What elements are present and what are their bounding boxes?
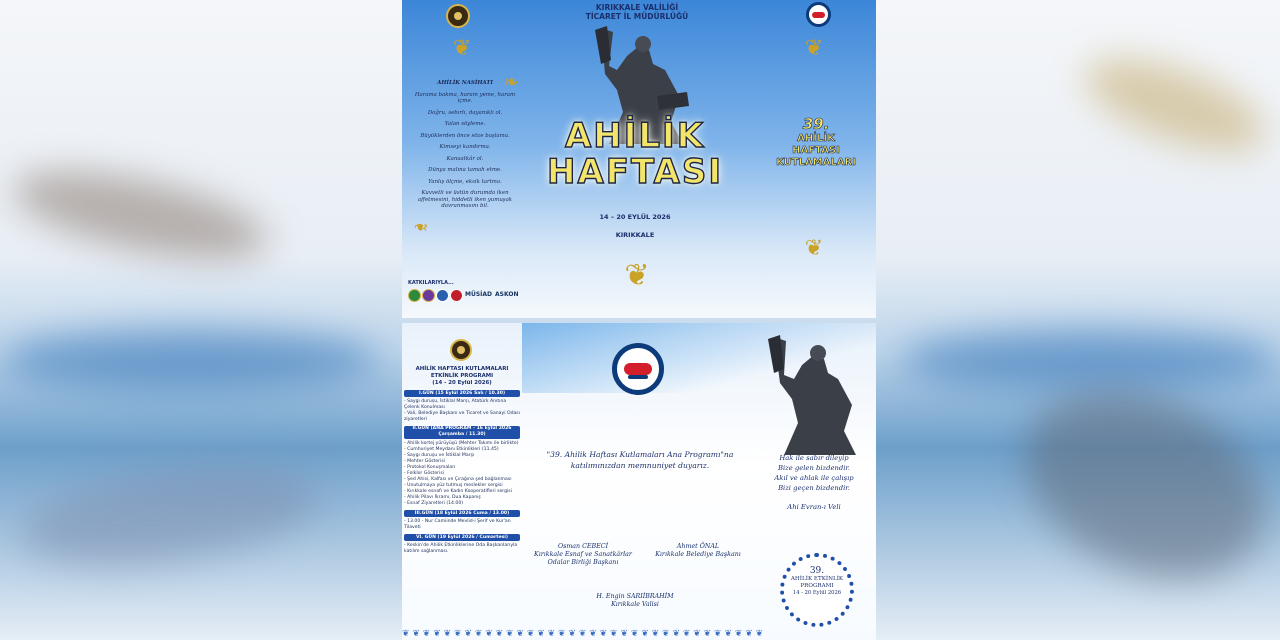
- ahi-quote-line: Bize gelen bizdendir.: [777, 464, 851, 472]
- nasihat-title: AHİLİK NASİHATI: [437, 80, 493, 86]
- badge-line: AHİLİK ETKİNLİK: [790, 576, 844, 582]
- governorate-seal-icon: [806, 2, 831, 27]
- nasihat-line: Yanlış ölçme, eksik tartma.: [428, 178, 502, 185]
- program-item: - Ahilik kortej yürüyüşü (Mehter Takımı ile birlikte): [404, 441, 519, 446]
- event-city: KIRIKKALE: [615, 231, 655, 239]
- background-blur: [0, 330, 380, 390]
- signatory-title: Kırıkkale Esnaf ve Sanatkârlar: [534, 551, 632, 558]
- signatory-name: Osman CEBECİ: [557, 543, 609, 550]
- badge-date: 14 - 20 Eylül 2026: [792, 590, 842, 596]
- main-title-line-2: HAFTASI: [547, 152, 723, 192]
- edition-text-line: AHİLİK: [797, 133, 835, 144]
- signatory-2: [640, 543, 756, 559]
- ahi-quote-line: Bizi geçen bizdendir.: [778, 484, 850, 492]
- governorate-seal-icon: [612, 343, 664, 395]
- program-title-line: AHİLİK HAFTASI KUTLAMALARI: [415, 366, 509, 372]
- signatory-3: [570, 593, 700, 609]
- badge-line: PROGRAMI: [800, 583, 834, 589]
- main-title: [530, 118, 740, 190]
- edition-text-line: HAFTASI: [792, 145, 840, 156]
- program-item: - 13.00 - Nur Camiinde Mevlid-i Şerif ve Kur'an Tilaveti: [404, 519, 511, 530]
- day-header: II.GÜN (ANA PROGRAM - 16 Eylül 2026 Çarșamba / 11.30): [404, 426, 520, 439]
- corner-ornament-icon: ❧: [503, 72, 519, 93]
- ornament-icon: ❦: [624, 258, 650, 293]
- institution-line-2: TİCARET İL MÜDÜRLÜĞÜ: [585, 12, 689, 21]
- program-item: - Protokol Konuşmaları: [404, 465, 456, 470]
- program-item: - Mehter Gösterisi: [404, 459, 446, 464]
- program-item: - Esnaf Ziyaretleri (14.00): [404, 501, 464, 506]
- background-blur: [996, 355, 1280, 615]
- edition-block: [760, 116, 872, 169]
- program-item: - Saygı durușu, İstiklal Marșı, Atatürk Anıtına Çelenk Konulması: [404, 399, 507, 410]
- sponsor-logo-icon: [422, 289, 435, 302]
- sponsor-askon: ASKON: [495, 291, 519, 298]
- bottom-ornament-border: ❦ ❦ ❦ ❦ ❦ ❦ ❦ ❦ ❦ ❦ ❦ ❦ ❦ ❦ ❦ ❦ ❦ ❦ ❦ ❦ ❦ ❦ ❦ ❦ ❦ ❦ ❦ ❦ ❦ ❦ ❦ ❦ ❦ ❦ ❦: [402, 629, 764, 639]
- corner-ornament-icon: ❧: [413, 216, 429, 237]
- ornament-icon: ❦: [804, 236, 824, 261]
- edition-number: 39.: [802, 115, 830, 133]
- ministry-logo-icon: [450, 339, 472, 361]
- day-header: VI. GÜN (19 Eylül 2026 / Cumartesi): [404, 534, 520, 541]
- brochure-cover: [402, 0, 876, 318]
- institution-line-1: KIRIKKALE VALİLİĞİ: [595, 3, 679, 12]
- signatory-title: Odalar Birliği Başkanı: [547, 559, 619, 566]
- nasihat-line: Dünya malına tamah etme.: [428, 167, 502, 173]
- ahi-quote-line: Hak ile sabır dileyip: [779, 454, 849, 462]
- ahi-attribution: Ahi Evran-ı Veli: [787, 503, 841, 511]
- program-item: - Cumhuriyet Meydanı Etkinlikleri (11.45): [404, 447, 499, 452]
- signatory-title: Kırıkkale Valisi: [611, 601, 659, 608]
- signatory-name: H. Engin SARIİBRAHİM: [596, 593, 674, 600]
- sponsor-logo-icon: [436, 289, 449, 302]
- program-item: - Keskin'de Ahilik Etkinliklerine Oda Başkanlarıyla katılım sağlanması.: [404, 543, 518, 554]
- ornament-icon: ❦: [452, 36, 472, 61]
- program-title-line: (14 - 20 Eylül 2026): [432, 380, 492, 386]
- background-blur: [6, 154, 275, 277]
- nasihat-line: Kimseyi kandırma.: [439, 144, 491, 150]
- nasihat-line: Yalan söyleme.: [444, 121, 486, 127]
- event-date: 14 – 20 EYLÜL 2026: [599, 213, 671, 221]
- background-blur: [15, 450, 325, 581]
- ministry-logo-icon: [446, 4, 470, 28]
- nasihat-line: Doğru, sebırlı, dayanıklı ol.: [427, 109, 503, 116]
- signatory-1: [520, 543, 646, 567]
- edition-text-line: KUTLAMALARI: [776, 157, 856, 168]
- brochure-inside: [402, 323, 876, 640]
- program-item: - Vali, Belediye Başkanı ve Ticaret ve Sanayi Odası ziyaretleri: [404, 411, 520, 422]
- program-item: - Şed Ahisi, Kalfası ve Çırağına şed bağlanması: [404, 477, 512, 482]
- program-schedule: [404, 387, 520, 555]
- signatory-title: Kırıkkale Belediye Başkanı: [655, 551, 741, 558]
- quote-line: katılımınızdan memnuniyet duyarız.: [570, 461, 710, 470]
- sponsor-logo-icon: [450, 289, 463, 302]
- contributors-label: KATKILARIYLA...: [408, 280, 454, 286]
- ornament-icon: ❦: [804, 36, 824, 61]
- day-header: III.GÜN (18 Eylül 2026 Cuma / 13.00): [404, 510, 520, 517]
- sponsors-row: [408, 280, 528, 304]
- program-title: [404, 366, 520, 387]
- program-title-line: ETKİNLİK PROGRAMI: [430, 373, 494, 379]
- nasihat-line: Kuvvetli ve üstün durumda iken affetmesini, hiddetli iken yumuşak davranmasını bil.: [417, 190, 513, 209]
- background-blur: [1074, 40, 1276, 171]
- ahi-evran-statue-icon: [764, 333, 864, 455]
- nasihat-line: Büyüklerden önce söze başlama.: [420, 132, 510, 139]
- program-item: - Unutulmaya yüz tutmuş meslekler sergisi: [404, 483, 503, 488]
- program-quote: [530, 449, 750, 471]
- quote-line: "39. Ahilik Haftası Kutlamaları Ana Programı"na: [546, 450, 734, 459]
- sponsor-logo-icon: [408, 289, 421, 302]
- nasihat-frame: [406, 72, 526, 237]
- sponsor-musiad: MÜSİAD: [465, 291, 493, 298]
- nasihat-line: Harama bakma, haram yeme, haram içme.: [414, 91, 516, 104]
- program-item: - Ahilik Pilavı İkramı, Dua Kapanış: [404, 495, 481, 500]
- program-item: - Kırıkkale esnafı ve Kadın Kooperatifleri sergisi: [404, 489, 512, 494]
- program-badge: [780, 553, 854, 627]
- ahi-quote-line: Akıl ve ahlak ile çalışıp: [774, 474, 854, 482]
- program-item: - Folklor Gösterisi: [404, 471, 445, 476]
- nasihat-line: Kanaatkâr ol.: [446, 155, 484, 162]
- main-title-line-1: AHİLİK: [564, 116, 706, 156]
- badge-number: 39.: [809, 566, 825, 576]
- day-header: I.GÜN (15 Eylül 2026 Salı / 10.30): [404, 390, 520, 397]
- institution-name: [552, 3, 722, 21]
- signatory-name: Ahmet ÖNAL: [676, 543, 720, 550]
- ahi-quote: [754, 453, 874, 512]
- program-item: - Saygı duruşu ve İstiklal Marşı: [404, 453, 475, 458]
- background-blur: [900, 330, 1280, 390]
